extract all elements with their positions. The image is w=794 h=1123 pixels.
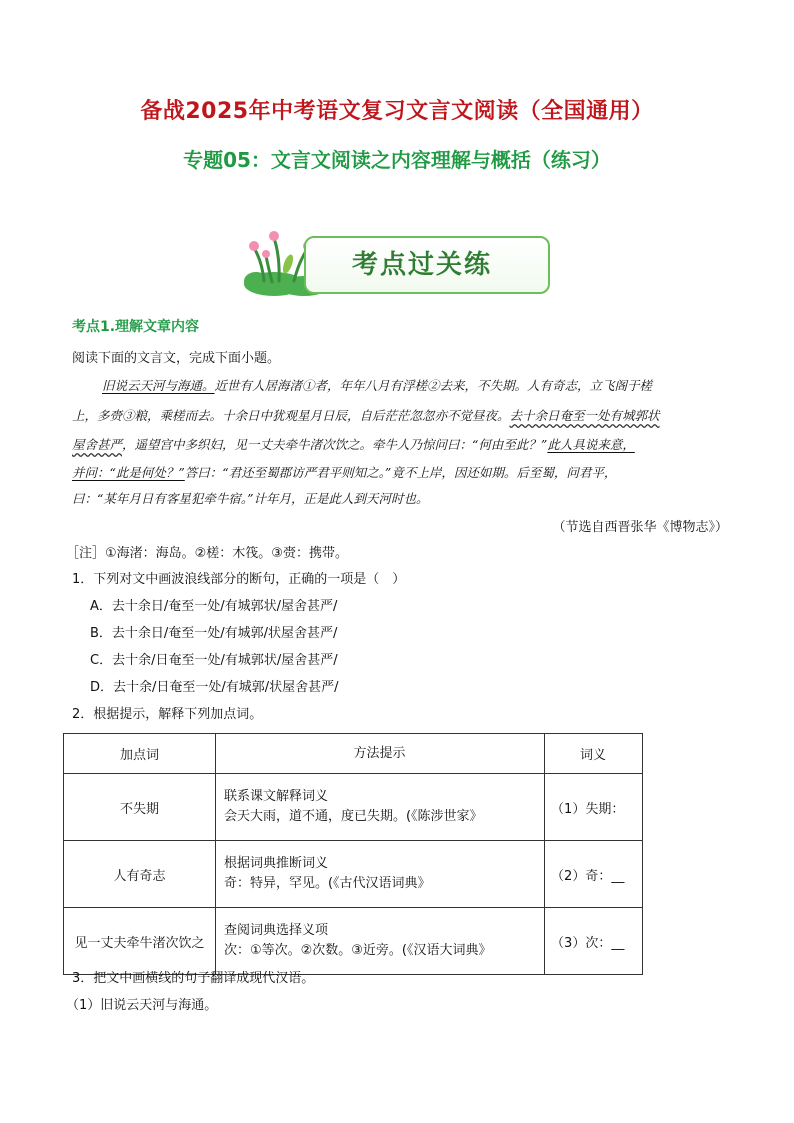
question-2-stem: 2．根据提示，解释下列加点词。 <box>72 707 263 722</box>
table-header-row <box>64 734 643 774</box>
table-row <box>64 841 643 908</box>
table-cell-meaning[interactable]: （3）次：__ <box>545 908 643 975</box>
question-1-option-b[interactable]: B．去十余日/奄至一处/有城郭/状屋舍甚严/ <box>90 626 338 641</box>
passage-wavy-sentence: 屋舍甚严 <box>72 437 123 452</box>
hint-method: 查阅词典选择义项 <box>223 923 328 938</box>
passage-line-3 <box>72 436 635 454</box>
passage-text: 上，多赍③粮，乘槎而去。十余日中犹观星月日辰，自后茫茫忽忽亦不觉昼夜。 <box>72 408 510 423</box>
question-1-option-c[interactable]: C．去十余/日奄至一处/有城郭状/屋舍甚严/ <box>90 653 338 668</box>
table-row <box>64 908 643 975</box>
hint-method: 联系课文解释词义 <box>223 789 328 804</box>
question-3-sub-1: （1）旧说云天河与海通。 <box>66 998 218 1013</box>
table-header-word: 加点词 <box>64 734 216 774</box>
passage-underlined-sentence: 并问：“此是何处？” <box>72 465 185 480</box>
table-cell-word: 人有奇志 <box>64 841 216 908</box>
passage-line-2 <box>72 407 660 425</box>
table-header-hint: 方法提示 <box>215 734 544 774</box>
table-cell-meaning[interactable]: （1）失期： <box>545 774 643 841</box>
document-title: 备战2025年中考语文复习文言文阅读（全国通用） <box>140 99 654 124</box>
question-3-stem: 3．把文中画横线的句子翻译成现代汉语。 <box>72 971 315 986</box>
table-cell-word: 不失期 <box>64 774 216 841</box>
table-cell-hint <box>215 908 544 975</box>
table-cell-word: 见一丈夫牵牛渚次饮之 <box>64 908 216 975</box>
question-1-option-d[interactable]: D．去十余/日奄至一处/有城郭/状屋舍甚严/ <box>90 680 339 695</box>
hint-method: 根据词典推断词义 <box>223 856 328 871</box>
passage-text: 近世有人居海渚①者，年年八月有浮槎②去来，不失期。人有奇志，立飞阁于槎 <box>214 378 653 393</box>
reading-instruction: 阅读下面的文言文，完成下面小题。 <box>72 351 281 366</box>
section-banner <box>244 226 550 296</box>
banner-label: 考点过关练 <box>352 250 493 280</box>
passage-line-4 <box>72 464 616 482</box>
table-header-meaning: 词义 <box>545 734 643 774</box>
question-1-option-a[interactable]: A．去十余日/奄至一处/有城郭状/屋舍甚严/ <box>90 599 338 614</box>
passage-underlined-sentence: 此人具说来意， <box>547 437 635 452</box>
passage-text: 答曰：“君还至蜀郡访严君平则知之。”竟不上岸，因还如期。后至蜀，问君平， <box>184 465 617 480</box>
passage-underlined-sentence: 旧说云天河与海通。 <box>102 378 215 393</box>
document-subtitle: 专题05：文言文阅读之内容理解与概括（练习） <box>183 148 611 172</box>
passage-line-1 <box>102 377 652 395</box>
question-1-stem: 1．下列对文中画波浪线部分的断句，正确的一项是（ ） <box>72 572 406 587</box>
passage-text: ，遥望宫中多织妇，见一丈夫牵牛渚次饮之。牵牛人乃惊问曰：“何由至此？” <box>122 437 548 452</box>
hint-example: 会天大雨，道不通，度已失期。(《陈涉世家》 <box>223 809 483 824</box>
question-2-table <box>63 733 643 975</box>
table-cell-meaning[interactable]: （2）奇：__ <box>545 841 643 908</box>
table-row <box>64 774 643 841</box>
hint-example: 次：①等次。②次数。③近旁。(《汉语大词典》 <box>223 943 492 958</box>
section-heading: 考点1.理解文章内容 <box>72 319 200 335</box>
hint-example: 奇：特异，罕见。(《古代汉语词典》 <box>223 876 431 891</box>
passage-notes: ［注］①海渚：海岛。②槎：木筏。③赍：携带。 <box>66 546 348 561</box>
table-cell-hint <box>215 841 544 908</box>
passage-line-5: 曰：“某年月日有客星犯牵牛宿。”计年月，正是此人到天河时也。 <box>72 491 429 506</box>
passage-source: （节选自西晋张华《博物志》） <box>552 520 728 535</box>
table-cell-hint <box>215 774 544 841</box>
passage-wavy-sentence: 去十余日奄至一处有城郭状 <box>509 408 660 423</box>
